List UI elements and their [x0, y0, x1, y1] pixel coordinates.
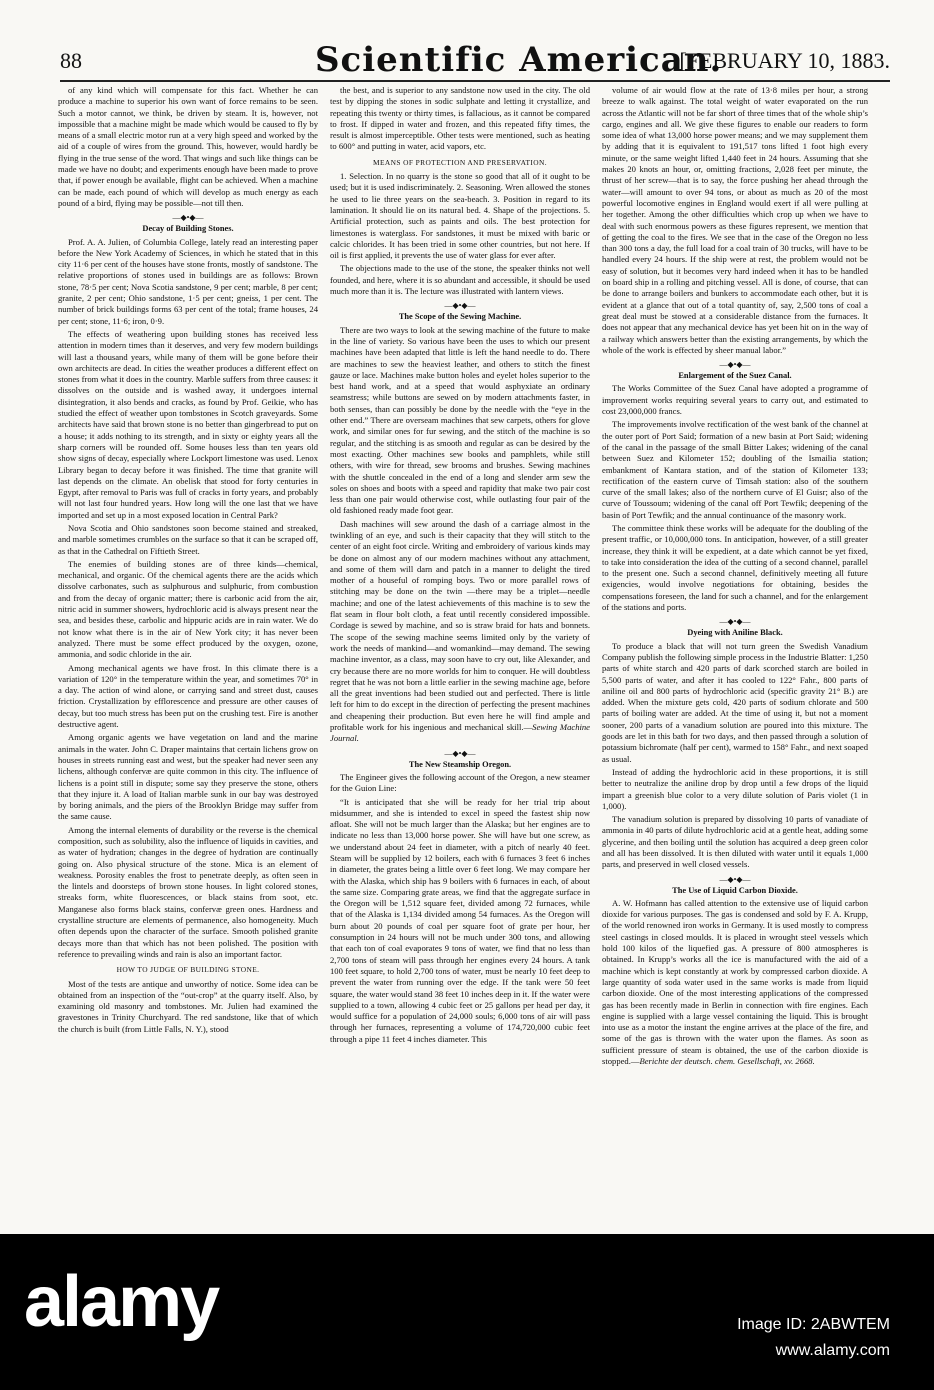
page-header	[60, 40, 890, 80]
paragraph: The committee think these works will be adequate for the doubling of the present traffic, or 10,000,000 tons. In anticipation, however, of a still greater increase, they think it will be expedient, at a date which cannot be yet fixed, to take into consideration the idea of the cutting of a second channel, parallel to the present one. Such a second channel, definitively meeting all future exigencies, would involve negotiations for obtaining, besides the compensations foreseen, the land for such a channel, and for the enlargement of the stations and ports.	[602, 522, 868, 613]
article-heading-suez: Enlargement of the Suez Canal.	[678, 371, 792, 381]
paragraph: Prof. A. A. Julien, of Columbia College, lately read an interesting paper before the New York Academy of Sciences, in which he stated that in this city 11·6 per cent of the houses have stone fronts, mostly of sandstone. The relative proportions of stones used in buildings are as follows: Brown stone, 78·5 per cent; Nova Scotia sandstone, 9 per cent; marble, 8 per cent; granite, 2 per cent; Ohio sandstone, 1·5 per cent; gneiss, 1 per cent. The number of brick buildings forms 63 per cent of the total; frame houses, 24 per cent; stone, 11·6; iron, 0·9.	[58, 236, 318, 326]
paragraph: The improvements involve rectification of the west bank of the channel at the outer port of Port Said; formation of a new basin at Port Said; widening of the canal in the passage of the small Bitter Lakes; widening of the canal between Suez and Kilometer 152; doubling of the Ismailia station; embankment of Kantara station, and of the station of Kilometer 133; rectification of the eastern curve of Timsah station: also of the southern curve of the small lakes; also of the northern curve of El Guisr; also of the curve of Toussoum; widening of the canal off Port Tewfik; deepening of the basin of Port Tewfik; and the annual continuance of the masonry work.	[602, 419, 868, 520]
source-citation: Berichte der deutsch. chem. Gesellschaft, xv. 2668.	[639, 1056, 815, 1067]
paragraph: 1. Selection. In no quarry is the stone so good that all of it ought to be used; but it is used indiscriminately. 2. Seasoning. Wren allowed the stones he used to lie three years on the sea-beach. 3. Position in regard to its lamination. It should lie on its natural bed. 4. Shape of the projections. 5. Artificial protection, such as paints and oils. The best protection for limestones is waterglass. For sandstones, it must be mixed with baric or calcic chlorides. It has been tried in some other countries, but not here. If oil is first applied, it prevents the use of water glass for ever after.	[330, 171, 590, 261]
stock-footer-bar	[0, 1234, 934, 1390]
paragraph: The effects of weathering upon building stones has received less attention in modern times than it deserves, and very few modern buildings will last a thousand years, while many of them will be gone before their own architects are dead. In cities the weather produces a different effect on stones from what it does in the country. Marble suffers from three causes: it dissolves on the outside and is washed away, it undergoes internal disintegration, it also bends and cracks, as found by Prof. Geikie, who has studied the effect of weather upon tombstones in Scotch graveyards. Some architects have said that brown stone is no better than gingerbread to put on a house; it adds nothing to its strength, and in sixty or eighty years all the sharp corners will be rounded off. Some houses less than ten years old show signs of decay, especially where Lockport limestone was used. Lenox Library began to decay before it was finished. The time that granite will last depends on the climate. An obelisk that stood for forty centuries in Egypt, after removal to Paris was full of cracks in forty years, and probably will not last four hundred years. How long will the one last that we have imported and set up in a most exposed location in Central Park?	[58, 328, 318, 520]
paragraph: The objections made to the use of the stone, the speaker thinks not well founded, and here, where it is so abundant and accessible, it should be used much more than it is. The lecture was illustrated with lantern views.	[330, 263, 590, 297]
subheading-protection: MEANS OF PROTECTION AND PRESERVATION.	[372, 157, 547, 167]
separator-ornament: —◆•◆—	[719, 360, 751, 370]
paragraph: The Works Committee of the Suez Canal have adopted a programme of improvement works requiring several years to carry out, and estimated to cost 23,000,000 francs.	[602, 383, 868, 417]
site-url: www.alamy.com	[775, 1342, 890, 1359]
paragraph: Among the internal elements of durability or the reverse is the chemical composition, such as solubility, also the influence of liquids in cavities, and as water of hydration; changes in the degree of hydration are continually going on. Also physical structure of the stone. Mica is an element of weakness. Porosity enables the frost to penetrate deeply, as often seen in the lintels and doorsteps of brown stone houses. In light colored stones, streaks form, white fluorescences, or black stains from soot, etc. Manganese also forms black stains, confervæ green ones. Hardness and crystalline structure are elements of permanence, also homogeneity. Much often depends upon the character of the surface. Smooth polished granite decays more than that which has not been polished. The position with reference to prevailing winds and rain is also an important factor.	[58, 824, 318, 959]
paragraph-text: Dash machines will sew around the dash of a carriage almost in the twinkling of an eye, and such is their capacity that they will stitch to the center of an eight foot circle. Writing and embroidery of various kinds may be done on almost any of our modern machines without any attachment, and some of them will darn and patch in a manner to delight the tired mother of a houseful of romping boys. Two or more parallel rows of stitching may be done on the twin —there may be a triplet—needle machine; and one of the latest achievements of this machine is to sew the flat seam in flour bolt cloth, a feat until recently considered impossible. Cordage is sewed by machine, and so is straw braid for hats and bonnets. The scope of the sewing machine seems limited only by the variety of work the needs of mankind—and womankind—may demand. The sewing machine inventor, as a class, may soon have to cry out, like Alexander, and cry because there are no more worlds for him to conquer. He will doubtless regret that he was not born a little earlier in the sewing machine age, before all the great inventions had been studied out and perfected. There is little left for him to do except in the direction of perfecting the present machines and cheapening their production. But even here he will find ample and profitable work for his ingenious and mechanical skill.—	[330, 518, 590, 733]
article-heading-aniline: Dyeing with Aniline Black.	[687, 628, 783, 638]
paragraph: The vanadium solution is prepared by dissolving 10 parts of vanadiate of ammonia in 40 parts of dilute hydrochloric acid at a gentle heat, adding some glycerine, and then boiling until the solution has acquired a deep green color and all has been dissolved. It is then diluted with water until it equals 1,000 parts, and preserved in well closed vessels.	[602, 814, 868, 870]
header-rule	[60, 80, 890, 82]
paragraph: The Engineer gives the following account of the Oregon, a new steamer for the Guion Line:	[330, 771, 590, 794]
paragraph: Most of the tests are antique and unworthy of notice. Some idea can be obtained from an inspection of the “out-crop” at the quarry itself. Also, by examining old masonry and tombstones. Mr. Julien had examined the gravestones in Trinity Churchyard. The red sandstone, like that of which the church is built (from Little Falls, N. Y.), stood	[58, 978, 318, 1034]
separator-ornament: —◆•◆—	[719, 874, 751, 884]
separator-ornament: —◆•◆—	[444, 301, 476, 311]
paragraph: Among mechanical agents we have frost. In this climate there is a variation of 120° in the temperature within the year, and sometimes 70° in a day. The action of wind alone, or carrying sand and street dust, causes friction. Crystallization by efflorescence and pressure are other causes of decay, but too much stress has been put on the crushing test. Fire is another destructive agent.	[58, 662, 318, 730]
article-heading-sewing: The Scope of the Sewing Machine.	[398, 312, 522, 322]
paragraph: “It is anticipated that she will be ready for her trial trip about midsummer, and she is intended to excel in speed the fastest ship now afloat. She will not be much larger than the Alaska; but her engines are to indicate no less than 13,000 horse power. She will have but one screw, as we understand about 24 feet in diameter, with a pitch of nearly 40 feet. Steam will be supplied by 12 boilers, each with 6 furnaces 3 feet 6 inches in diameter, the grates being a little over 6 feet long. We may compare her with the Alaska, which ship has 9 boilers with 6 furnaces in each, of about the same size. Comparing grate areas, we find that the aggregate surface in the Oregon will be 1,512 square feet, divided among 72 furnaces, while that of the Alaska is 1,134 divided among 54 furnaces. As the Oregon will burn about 20 pounds of coal per square foot of grate per hour, her consumption in 24 hours will not be much under 300 tons, and allowing that each ton of coal evaporates 9 tons of water, we find that no less than 2,700 tons of steam will pass through her engines every 24 hours. A tank 100 feet square, to hold 2,700 tons of water, must be nearly 10 feet deep to prevent the water from running over the edge. If the tank were 50 feet square, the water would stand 38 feet 10 inches deep in it. If the water were supplied to a town, allowing 4 cubic feet or 25 gallons per head per day, it would suffice for a population of 24,000 souls; 6,000 tons of air will pass through her furnaces, representing a volume of 174,720,000 cubic feet through a pipe 11 feet 4 inches diameter. This	[330, 796, 590, 1044]
masthead-title: Scientific American.	[315, 40, 723, 80]
paragraph: of any kind which will compensate for this fact. Whether he can produce a machine to superior his own want of force remains to be seen. Such a motor cannot, we think, be driven by steam. It is, however, not impossible that a machine might be made which would be caused to fly by means of a small electric motor run at a very high speed and worked by the aid of a couple of wires from the ground. This, however, would hardly be flying in the true sense of the word. That wings and such like things can be made we have no doubt; and experiments enough have been made to prove that, if power enough be available, flight can be achieved. When a machine can be made, each pound of which will develop as much energy as each pound of a bird, flying may be possible—not till then.	[58, 85, 318, 208]
paragraph: the best, and is superior to any sandstone now used in the city. The old test by dipping the stones in sodic sulphate and letting it crystallize, and repeating this twenty or thirty times, is fallacious, as it cannot be compared to frost. If dipped in water and frozen, and this repeated fifty times, the result is almost imperceptible. Other tests were mentioned, such as heating to 600° and putting in water, acid vapors, etc.	[330, 85, 590, 152]
paragraph: volume of air would flow at the rate of 13·8 miles per hour, a strong breeze to walk against. The total weight of water evaporated on the run across the Atlantic will not be far short of three times that of the whole ship’s cargo, engines and all. We give these figures to enable our readers to form some idea of what 13,000 horse power means; and we may supplement them by adding that it is equivalent to 191,517 tons lifted 1 foot high every minute, or the same weight lifted 1,440 feet in 24 hours. Assuming that she makes 20 knots an hour, or, omitting fractions, 2,028 feet per minute, the thrust of her screw—that is to say, the force pushing her ahead through the water—will amount to over 94 tons, or about as much as 20 of the most powerful locomotive engines in England would exert if all were pulling at her together. Among the other difficulties which crop up when we have to deal with such enormous powers as these figures represent, we mention that of getting the coal to the fires. We see that in the case of the Oregon no less than 300 tons a day, the full load for a coal train of 30 trucks, will have to be handled every 24 hours. If the ship were at rest, the problem would not be easy of solution, but it becomes very hard indeed when it has to be handled on board ship in a rolling and pitching vessel. All is done, of course, that can be done to arrange boilers and bunkers to accommodate each other, but it is evident at a glance that out of a total quantity of, say, 2,500 tons of coal a great deal must be stowed at a considerable distance from the furnaces. It does not appear that any mechanical device has yet been hit on in the way of a railway which answers better than the existing arrangements, by which the whole of the work is effected by sheer manual labor.”	[602, 85, 868, 355]
source-citation: Sewing Machine Journal.	[330, 722, 590, 744]
separator-ornament: —◆•◆—	[172, 213, 204, 223]
paragraph: Instead of adding the hydrochloric acid in these proportions, it is still better to neutralize the aniline drop by drop until a few drops of the liquid impart a greenish blue color to a very dilute solution of Paris violet (1 in 1,000).	[602, 766, 868, 811]
separator-ornament: —◆•◆—	[444, 748, 476, 758]
article-heading-oregon: The New Steamship Oregon.	[408, 759, 512, 769]
article-heading-carbon-dioxide: The Use of Liquid Carbon Dioxide.	[672, 885, 798, 895]
paragraph: To produce a black that will not turn green the Swedish Vanadium Company publish the following simple process in the Industrie Blatter: 1,250 parts of white starch and 420 parts of dark scorched starch are boiled in 5,500 parts of water, and after it has cooled to 122° Fahr., 800 parts of aniline oil and 800 parts of hydrochloric acid (specific gravity 21° B.) are added. When the mixture gets cold, 420 parts of sodium chlorate and 500 parts of boiling water are added. At the time of using it, but not a moment sooner, 200 parts of a vanadium solution are poured into this mixture. The goods are let in this bath for two days, and then passed through a solution of potassium bichromate (half per cent), warmed to 158° Fahr., and next soaped as usual.	[602, 640, 868, 764]
column-1	[58, 85, 318, 1210]
page-number: 88	[60, 48, 82, 73]
column-2	[330, 85, 590, 1210]
paragraph	[330, 519, 590, 745]
paragraph: The enemies of building stones are of three kinds—chemical, mechanical, and organic. Of the chemical agents there are the acids which dissolve carbonates, such as sulphurous and sulphuric, from combustion and from the decay of organic matter; there is carbonic acid from the air, nitric acid in summer showers, hydrochloric acid is always present near the sea, and besides these, carbolic and hippuric acids are in rain water. We do not know what there is in the air of New York city; it has never been analyzed. There must be some effect produced by the oxygen, ozone, ammonia, and sodic chloride in the air.	[58, 558, 318, 660]
separator-ornament: —◆•◆—	[719, 617, 751, 627]
article-heading-decay: Decay of Building Stones.	[142, 224, 234, 234]
paragraph: There are two ways to look at the sewing machine of the future to make in the line of variety. So various have been the uses to which our present machines have been adapted that little is left the hand needle to do. There are machines to sew the heaviest leather, and others to stitch the finest gauze or lace. Machines make button holes and eyelet holes superior to the best hand work, and at a speed that would asphyxiate an ordinary seamstress; while buttons are sewed on by modern attachments faster, in both senses, than can possibly be done by the needle with the “eye in the other end.” There are overseam machines that sew carpets, others for glove work, and similar ones for fur sewing, and the stitch of the machine is so regular, and the stitching is as smooth and regular as can be desired by the most exacting. Other machines sew books and pamphlets, while still others, with wire for thread, sew brooms and brushes. Sewing machines with the shuttle concealed in the end of a long and slender arm sew the soles on shoes and boots with a speed and rapidity that make two pair cost less than one pair would otherwise cost, while outlasting four pair of the old fashioned ready made foot gear.	[330, 324, 590, 516]
subheading-judge-stone: HOW TO JUDGE OF BUILDING STONE.	[116, 965, 260, 975]
paragraph-text: A. W. Hofmann has called attention to the extensive use of liquid carbon dioxide for various purposes. The gas is condensed and sold by F. A. Krupp, of the world renowned iron works in Germany. It is used mostly to compress steel castings in closed moulds. It is placed in wrought steel vessels which hold 100 kilos of the liquefied gas. A pressure of 800 atmospheres is obtained. In Krupp’s works all the ice is manufactured with the aid of a machine which is kept constantly at work by compressed carbon dioxide. A large quantity of soda water used in the same works is made from liquid carbon dioxide. One of the most interesting applications of the compressed gas has been recently made in Berlin in connection with fire engines. Each engine is supplied with a large vessel containing the liquid. This is brought into use as a motor the instant the engine arrives at the place of the fire, and some of the gas is thrown with the water upon the flames. As soon as sufficient pressure of steam is obtained, the use of the carbon dioxide is stopped.—	[602, 897, 868, 1067]
paragraph: Among organic agents we have vegetation on land and the marine animals in the water. John C. Draper maintains that certain lichens grow on houses in streets running east and west, but the speaker had never seen any lichens, although confervæ are quite common in this city. The influence of lichens is a point still in dispute; some say they preserve the stone, others that they injure it. A load of Italian marble sunk in our bay was destroyed by boring animals, and the piers of the Brooklyn Bridge may suffer from the same cause.	[58, 732, 318, 822]
paragraph: Nova Scotia and Ohio sandstones soon become stained and streaked, and marble sometimes crumbles on the surface so that it can be scraped off, as that in the Cathedral on Fiftieth Street.	[58, 522, 318, 556]
column-3	[602, 85, 868, 1210]
issue-date: [FEBRUARY 10, 1883.	[679, 48, 890, 73]
image-id-label: Image ID: 2ABWTEM	[737, 1316, 890, 1333]
paragraph	[602, 898, 868, 1067]
alamy-logo: alamy	[24, 1262, 219, 1342]
